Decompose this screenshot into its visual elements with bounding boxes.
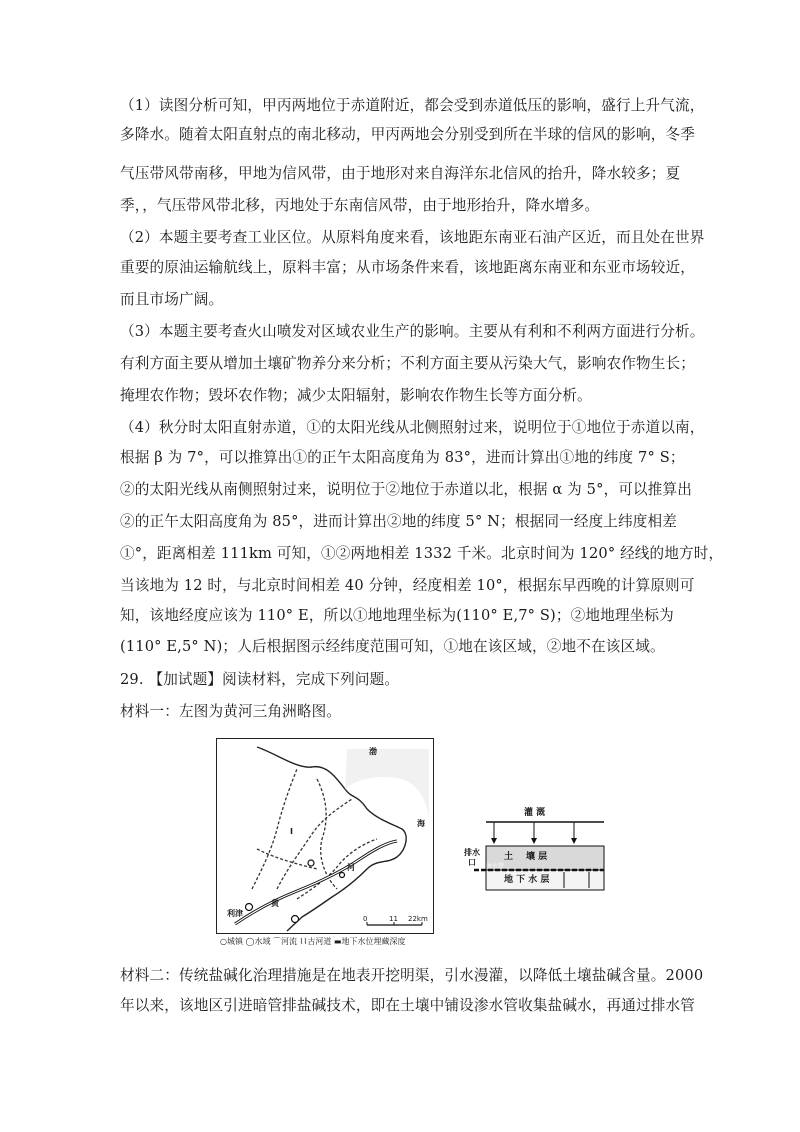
town-marker [308, 860, 314, 866]
material-two-line: 材料二：传统盐碱化治理措施是在地表开挖明渠，引水漫灌，以降低土壤盐碱含量。2000 [120, 967, 704, 984]
town-marker [246, 904, 253, 911]
pipe-label: 渗水管 [486, 863, 505, 870]
soil-label: 土 [504, 852, 514, 862]
map-drawing [217, 739, 432, 932]
yellow-river-delta-map [216, 738, 434, 934]
section-title: 灌 溉 [524, 808, 546, 818]
outlet-label-mid: 水 [472, 848, 480, 857]
map-label-sea-right: 海 [417, 819, 425, 828]
scale-label-0: 0 [363, 915, 368, 923]
text-line: （4）秋分时太阳直射赤道，①的太阳光线从北侧照射过来，说明位于①地位于赤道以南， [120, 419, 705, 436]
text-line: 当该地为 12 时，与北京时间相差 40 分钟，经度相差 10°，根据东早西晚的计算原则可 [120, 577, 695, 594]
map-legend: ○城镇 ◯水域 ⌒河流 ⌇⌇古河道 ▬地下水位埋藏深度 [220, 937, 406, 946]
soil-layer-label: 壤 层 [526, 852, 548, 862]
text-line: 气压带风带南移，甲地为信风带，由于地形对来自海洋东北信风的抬升，降水较多；夏 [120, 165, 681, 182]
groundwater-label: 地 下 水 层 [504, 875, 550, 885]
town-marker [292, 916, 299, 923]
text-line: 有利方面主要从增加土壤矿物养分来分析；不利方面主要从污染大气，影响农作物生长； [120, 355, 696, 372]
yellow-river-core [235, 841, 397, 924]
arrow-head [491, 838, 497, 844]
text-line: （2）本题主要考查工业区位。从原料角度来看，该地距东南亚石油产区近，而且处在世界 [120, 229, 705, 246]
outlet-label-top: 排 [464, 848, 472, 857]
figure [216, 738, 636, 948]
text-line: 掩埋农作物；毁坏农作物；减少太阳辐射，影响农作物生长等方面分析。 [120, 387, 592, 404]
text-line: 知，该地经度应该为 110° E，所以①地地理坐标为(110° E,7° S)；②地地理坐标为 [120, 607, 674, 624]
text-line: ②的正午太阳高度角为 85°，进而计算出②地的纬度 5° N；根据同一经度上纬度相差 [120, 513, 678, 530]
map-label-river: 河 [347, 863, 355, 872]
text-line: 根据 β 为 7°，可以推算出①的正午太阳高度角为 83°，进而计算出①地的纬度 7° S； [120, 449, 685, 466]
map-label-town: 利津 [227, 909, 243, 918]
text-line: （3）本题主要考查火山喷发对区域农业生产的影响。主要从有利和不利两方面进行分析。 [120, 323, 705, 340]
drainage-cross-section [464, 808, 614, 902]
map-label-yellow: 黄 [271, 899, 279, 908]
town-marker [340, 873, 345, 878]
question-heading: 29. 【加试题】阅读材料，完成下列问题。 [120, 671, 400, 688]
outlet-label-bot: 口 [468, 858, 476, 867]
ancient-river-course [257, 849, 317, 869]
text-line: (110° E,5° N)；人后根据图示经纬度范围可知，①地在该区域，②地不在该区域。 [120, 638, 665, 655]
material-two-line: 年以来，该地区引进暗管排盐碱技术，即在土壤中铺设渗水管收集盐碱水，再通过排水管 [120, 997, 696, 1014]
text-line: （1）读图分析可知，甲丙两地位于赤道附近，都会受到赤道低压的影响，盛行上升气流， [120, 97, 705, 114]
scale-label-22km: 22km [408, 915, 428, 923]
material-one-caption: 材料一：左图为黄河三角洲略图。 [120, 703, 342, 720]
map-label-roman-one: I [290, 827, 293, 836]
text-line: 而且市场广阔。 [120, 291, 224, 308]
ancient-river-course [317, 779, 337, 889]
ancient-river-course [297, 839, 377, 899]
text-line: 重要的原油运输航线上，原料丰富；从市场条件来看，该地距离东南亚和东亚市场较近， [120, 259, 696, 276]
arrow-head [531, 838, 537, 844]
text-line: 多降水。随着太阳直射点的南北移动，甲丙两地会分别受到所在半球的信风的影响，冬季 [120, 126, 696, 143]
arrow-head [571, 838, 577, 844]
text-line: ①°，距离相差 111km 可知，①②两地相差 1332 千米。北京时间为 120° 经线的地方时， [120, 545, 724, 562]
map-label-sea-top: 渤 [369, 747, 377, 756]
scale-label-11: 11 [389, 915, 398, 923]
text-line: 季，，气压带风带北移，丙地处于东南信风带，由于地形抬升，降水增多。 [120, 197, 600, 214]
text-line: ②的太阳光线从南侧照射过来，说明位于②地位于赤道以北，根据 α 为 5°，可以推算出 [120, 481, 693, 498]
sea-area [345, 749, 429, 819]
